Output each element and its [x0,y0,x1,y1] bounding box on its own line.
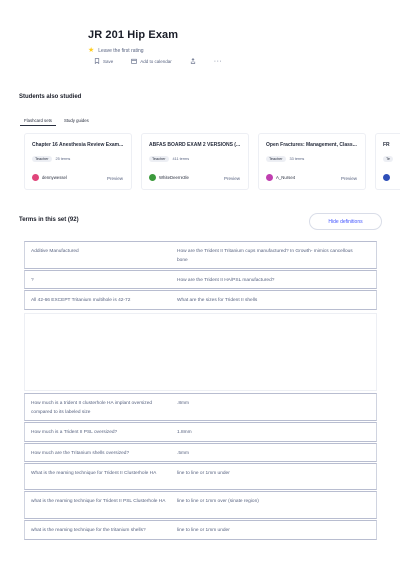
avatar [266,174,273,181]
card-meta [266,156,304,162]
also-studied-heading: Students also studied [19,94,82,100]
ad-placeholder [24,313,377,391]
term-count: 411 terms [172,157,190,161]
card-author [149,174,189,181]
term-count: 25 terms [55,157,71,161]
definition-text: 1.8mm [177,430,192,435]
set-card[interactable] [258,133,366,190]
star-icon: ★ [88,47,95,54]
term-count: 33 terms [289,157,305,161]
also-studied-tabs [20,116,93,126]
term-row [24,520,377,540]
term-text: All 42-66 EXCEPT Tritanium multihole is 42-72 [31,298,131,303]
definition-text: line to line or 1mm under [177,471,230,476]
set-card[interactable] [24,133,132,190]
definition-text: line to line or 1mm under [177,528,230,533]
calendar-icon [131,58,137,64]
avatar [149,174,156,181]
teacher-badge: Teacher [266,156,286,162]
share-button[interactable] [190,58,196,64]
term-text: How much are the Tritanium shells oversized? [31,451,130,456]
definition-text: .8mm [177,401,189,406]
calendar-label: Add to calendar [140,58,172,64]
more-options-button[interactable] [214,59,223,64]
avatar [32,174,39,181]
term-text: Additive Manufactured [31,249,79,254]
term-row [24,290,377,310]
preview-button[interactable]: Preview [223,176,240,181]
bookmark-icon [94,58,100,64]
term-text: What is the reaming technique for Trident II Clusterhole HA [31,471,157,476]
definition-text: How are the Trident II Tritanium cups manufactured? In Growth- mimics cancellous bone [177,249,353,263]
teacher-badge: Teacher [32,156,52,162]
hide-definitions-button[interactable]: Hide definitions [309,213,382,230]
share-icon [190,58,196,64]
term-text: what is the reaming technique for Trident II PSL Clusterhole HA [31,499,166,504]
term-row [24,491,377,519]
set-card[interactable] [141,133,249,190]
term-row [24,270,377,289]
action-bar [94,58,222,64]
definition-text: How are the Trident II HA/PSL manufactured? [177,278,275,283]
set-card[interactable] [375,133,400,190]
term-text: How much is a trident II clusterhole HA implant oversized compared to its labeled size [31,401,153,415]
card-title: ABFAS BOARD EXAM 2 VERSIONS (... [149,142,241,148]
preview-button[interactable]: Preview [340,176,357,181]
teacher-badge: Teacher [149,156,169,162]
rating-link[interactable] [88,47,144,54]
term-row [24,463,377,490]
card-title: Open Fractures: Management, Class... [266,142,357,148]
save-label: Save [103,58,114,64]
teacher-badge: Te [383,156,393,162]
tab-study-guides[interactable]: Study guides [63,118,89,123]
set-header [88,29,178,41]
term-text: How much is a Trident II PSL oversized? [31,430,118,435]
more-icon: ··· [213,57,223,65]
definition-text: .5mm [177,451,189,456]
page-title: JR 201 Hip Exam [88,29,179,41]
author-name: dennywessel [42,175,67,180]
card-title: Chapter 16 Anesthesia Review Exam... [32,142,124,148]
add-to-calendar-button[interactable] [131,58,172,64]
card-author [383,174,390,181]
definition-text: What are the sizes for Trident II shells [177,298,258,303]
rating-label: Leave the first rating [98,47,144,54]
author-name: A_Nurse4 [276,175,296,180]
terms-heading: Terms in this set (92) [19,217,79,223]
card-author [32,174,67,181]
card-meta [149,156,189,162]
set-cards-carousel [24,133,400,190]
card-title: FR [383,142,390,148]
card-meta [383,156,393,162]
author-name: WhiteDeerre3le [159,175,189,180]
term-row [24,443,377,462]
preview-button[interactable]: Preview [106,176,123,181]
term-row [24,422,377,442]
tab-flashcard-sets[interactable]: Flashcard sets [20,116,56,126]
term-text: ? [31,278,34,283]
save-button[interactable] [94,58,113,64]
avatar [383,174,390,181]
term-row [24,241,377,269]
definition-text: line to line or 1mm over (sinate region) [177,499,259,504]
term-row [24,393,377,421]
term-text: what is the reaming technique for the tritanium shells? [31,528,146,533]
card-author [266,174,295,181]
card-meta [32,156,70,162]
